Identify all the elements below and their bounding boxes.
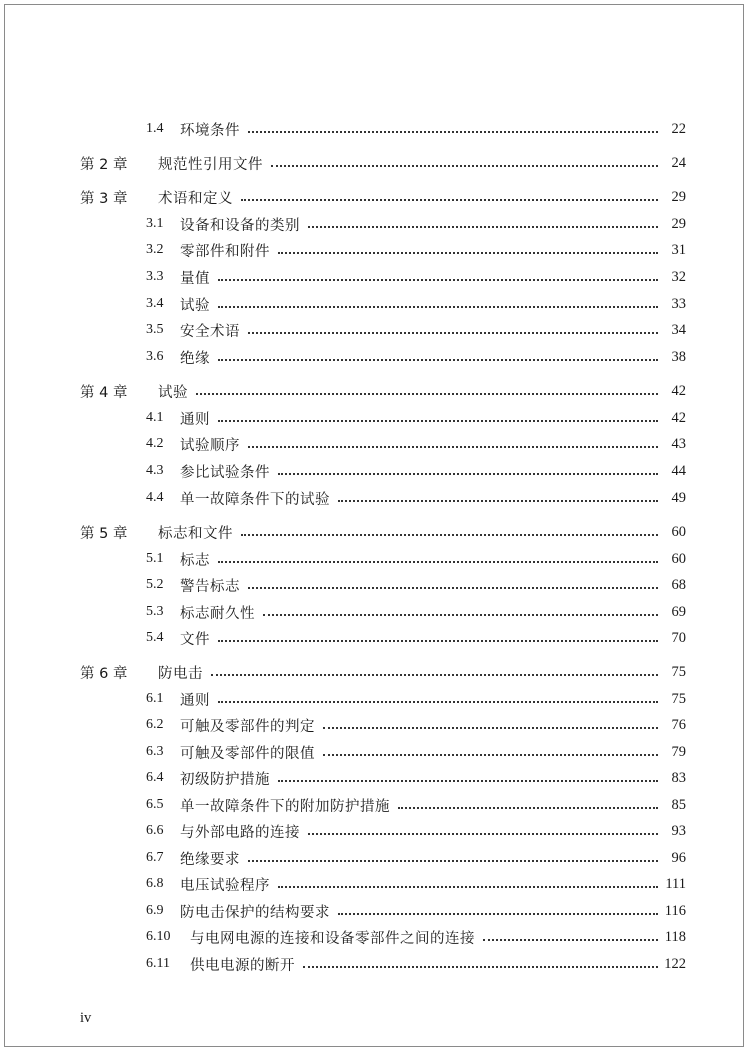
dot-leader — [196, 393, 658, 395]
toc-section-entry[interactable] — [146, 601, 686, 623]
toc-section-entry[interactable] — [146, 741, 686, 763]
dot-leader — [248, 131, 658, 133]
toc-entry-title: 初级防护措施 — [180, 771, 270, 788]
toc-entry-title: 量值 — [180, 270, 210, 287]
toc-entry-title: 设备和设备的类别 — [180, 217, 300, 234]
toc-section-entry[interactable] — [146, 688, 686, 710]
dot-leader — [308, 833, 658, 835]
toc-section-entry[interactable] — [146, 213, 686, 235]
toc-section-entry[interactable] — [146, 266, 686, 288]
toc-entry-page: 29 — [671, 215, 686, 232]
toc-entry-page: 22 — [671, 120, 686, 137]
toc-entry-page: 34 — [671, 321, 686, 338]
toc-section-entry[interactable] — [146, 346, 686, 368]
toc-section-entry[interactable] — [146, 714, 686, 736]
toc-section-entry[interactable] — [146, 239, 686, 261]
dot-leader — [278, 473, 658, 475]
toc-entry-title: 通则 — [180, 692, 210, 709]
toc-entry-number: 6.6 — [146, 823, 164, 838]
toc-entry-page: 24 — [671, 154, 686, 171]
toc-entry-page: 75 — [671, 663, 686, 680]
toc-entry-title: 通则 — [180, 411, 210, 428]
dot-leader — [278, 252, 658, 254]
toc-entry-page: 69 — [671, 603, 686, 620]
toc-entry-page: 43 — [671, 435, 686, 452]
toc-entry-number: 第 3 章 — [80, 190, 128, 207]
dot-leader — [323, 754, 658, 756]
toc-section-entry[interactable] — [146, 574, 686, 596]
toc-entry-page: 111 — [665, 875, 686, 892]
dot-leader — [218, 420, 658, 422]
toc-entry-page: 93 — [671, 822, 686, 839]
toc-entry-page: 38 — [671, 348, 686, 365]
toc-chapter-entry[interactable] — [80, 152, 686, 174]
toc-entry-title: 供电电源的断开 — [190, 957, 295, 974]
dot-leader — [338, 500, 658, 502]
toc-section-entry[interactable] — [146, 873, 686, 895]
toc-chapter-entry[interactable] — [80, 380, 686, 402]
toc-entry-number: 3.1 — [146, 216, 164, 231]
toc-entry-number: 4.3 — [146, 463, 164, 478]
toc-entry-title: 绝缘 — [180, 350, 210, 367]
toc-entry-number: 5.4 — [146, 630, 164, 645]
toc-entry-number: 4.1 — [146, 410, 164, 425]
toc-entry-number: 第 6 章 — [80, 665, 128, 682]
toc-entry-number: 5.2 — [146, 577, 164, 592]
toc-entry-number: 6.7 — [146, 850, 164, 865]
dot-leader — [218, 279, 658, 281]
toc-section-entry[interactable] — [146, 847, 686, 869]
toc-entry-number: 6.9 — [146, 903, 164, 918]
toc-chapter-entry[interactable] — [80, 521, 686, 543]
toc-section-entry[interactable] — [146, 548, 686, 570]
dot-leader — [483, 939, 658, 941]
toc-entry-number: 第 2 章 — [80, 156, 128, 173]
toc-section-entry[interactable] — [146, 433, 686, 455]
toc-section-entry[interactable] — [146, 767, 686, 789]
toc-section-entry[interactable] — [146, 407, 686, 429]
toc-section-entry[interactable] — [146, 627, 686, 649]
dot-leader — [278, 780, 658, 782]
toc-entry-number: 4.2 — [146, 436, 164, 451]
toc-entry-page: 33 — [671, 295, 686, 312]
toc-section-entry[interactable] — [146, 293, 686, 315]
toc-entry-title: 零部件和附件 — [180, 243, 270, 260]
dot-leader — [308, 226, 658, 228]
toc-entry-page: 116 — [664, 902, 686, 919]
toc-entry-title: 试验 — [180, 297, 210, 314]
toc-entry-title: 文件 — [180, 631, 210, 648]
toc-entry-title: 与外部电路的连接 — [180, 824, 300, 841]
toc-entry-title: 标志和文件 — [158, 525, 233, 542]
dot-leader — [248, 446, 658, 448]
dot-leader — [218, 640, 658, 642]
toc-entry-number: 6.8 — [146, 876, 164, 891]
toc-entry-page: 83 — [671, 769, 686, 786]
toc-entry-number: 3.5 — [146, 322, 164, 337]
toc-entry-number: 3.4 — [146, 296, 164, 311]
dot-leader — [248, 860, 658, 862]
toc-entry-number: 5.3 — [146, 604, 164, 619]
dot-leader — [338, 913, 658, 915]
toc-entry-page: 49 — [671, 489, 686, 506]
toc-entry-title: 与电网电源的连接和设备零部件之间的连接 — [190, 930, 475, 947]
toc-entry-page: 42 — [671, 409, 686, 426]
dot-leader — [218, 561, 658, 563]
toc-entry-title: 单一故障条件下的试验 — [180, 491, 330, 508]
toc-entry-number: 3.2 — [146, 242, 164, 257]
toc-section-entry[interactable] — [146, 900, 686, 922]
toc-section-entry[interactable] — [146, 118, 686, 140]
toc-entry-title: 术语和定义 — [158, 190, 233, 207]
dot-leader — [398, 807, 658, 809]
toc-entry-page: 42 — [671, 382, 686, 399]
toc-entry-page: 32 — [671, 268, 686, 285]
toc-section-entry[interactable] — [146, 487, 686, 509]
toc-entry-page: 31 — [671, 241, 686, 258]
toc-entry-number: 6.2 — [146, 717, 164, 732]
toc-entry-title: 绝缘要求 — [180, 851, 240, 868]
toc-entry-number: 6.3 — [146, 744, 164, 759]
toc-section-entry[interactable] — [146, 926, 686, 948]
toc-entry-page: 60 — [671, 523, 686, 540]
toc-entry-number: 6.1 — [146, 691, 164, 706]
dot-leader — [248, 332, 658, 334]
toc-entry-page: 29 — [671, 188, 686, 205]
dot-leader — [263, 614, 658, 616]
toc-chapter-entry[interactable] — [80, 186, 686, 208]
toc-entry-title: 可触及零部件的限值 — [180, 745, 315, 762]
toc-entry-number: 6.11 — [146, 956, 170, 971]
toc-entry-number: 第 5 章 — [80, 525, 128, 542]
toc-section-entry[interactable] — [146, 794, 686, 816]
toc-entry-number: 6.4 — [146, 770, 164, 785]
toc-entry-number: 3.3 — [146, 269, 164, 284]
toc-entry-title: 试验顺序 — [180, 437, 240, 454]
dot-leader — [303, 966, 658, 968]
toc-entry-title: 安全术语 — [180, 323, 240, 340]
toc-entry-number: 5.1 — [146, 551, 164, 566]
dot-leader — [241, 199, 658, 201]
toc-entry-number: 1.4 — [146, 121, 164, 136]
dot-leader — [241, 534, 658, 536]
toc-entry-title: 规范性引用文件 — [158, 156, 263, 173]
toc-entry-title: 可触及零部件的判定 — [180, 718, 315, 735]
toc-entry-number: 6.10 — [146, 929, 171, 944]
toc-entry-page: 118 — [664, 928, 686, 945]
dot-leader — [248, 587, 658, 589]
toc-entry-title: 防电击保护的结构要求 — [180, 904, 330, 921]
toc-entry-number: 4.4 — [146, 490, 164, 505]
toc-entry-page: 79 — [671, 743, 686, 760]
toc-entry-title: 参比试验条件 — [180, 464, 270, 481]
toc-entry-title: 试验 — [158, 384, 188, 401]
toc-entry-page: 122 — [664, 955, 686, 972]
page-folio: iv — [80, 1010, 92, 1026]
toc-entry-page: 60 — [671, 550, 686, 567]
dot-leader — [271, 165, 658, 167]
toc-entry-page: 75 — [671, 690, 686, 707]
toc-entry-number: 第 4 章 — [80, 384, 128, 401]
toc-entry-title: 防电击 — [158, 665, 203, 682]
toc-section-entry[interactable] — [146, 953, 686, 975]
toc-chapter-entry[interactable] — [80, 661, 686, 683]
toc-entry-title: 警告标志 — [180, 578, 240, 595]
toc-entry-title: 电压试验程序 — [180, 877, 270, 894]
toc-entry-title: 单一故障条件下的附加防护措施 — [180, 798, 390, 815]
dot-leader — [278, 886, 658, 888]
toc-entry-title: 标志 — [180, 552, 210, 569]
dot-leader — [323, 727, 658, 729]
toc-entry-page: 76 — [671, 716, 686, 733]
toc-section-entry[interactable] — [146, 460, 686, 482]
toc-entry-page: 96 — [671, 849, 686, 866]
dot-leader — [218, 306, 658, 308]
dot-leader — [218, 701, 658, 703]
dot-leader — [218, 359, 658, 361]
toc-entry-number: 3.6 — [146, 349, 164, 364]
toc-section-entry[interactable] — [146, 319, 686, 341]
toc-entry-title: 环境条件 — [180, 122, 240, 139]
toc-entry-number: 6.5 — [146, 797, 164, 812]
dot-leader — [211, 674, 658, 676]
toc-entry-page: 85 — [671, 796, 686, 813]
toc-section-entry[interactable] — [146, 820, 686, 842]
toc-entry-page: 44 — [671, 462, 686, 479]
toc-entry-page: 70 — [671, 629, 686, 646]
toc-entry-title: 标志耐久性 — [180, 605, 255, 622]
toc-entry-page: 68 — [671, 576, 686, 593]
